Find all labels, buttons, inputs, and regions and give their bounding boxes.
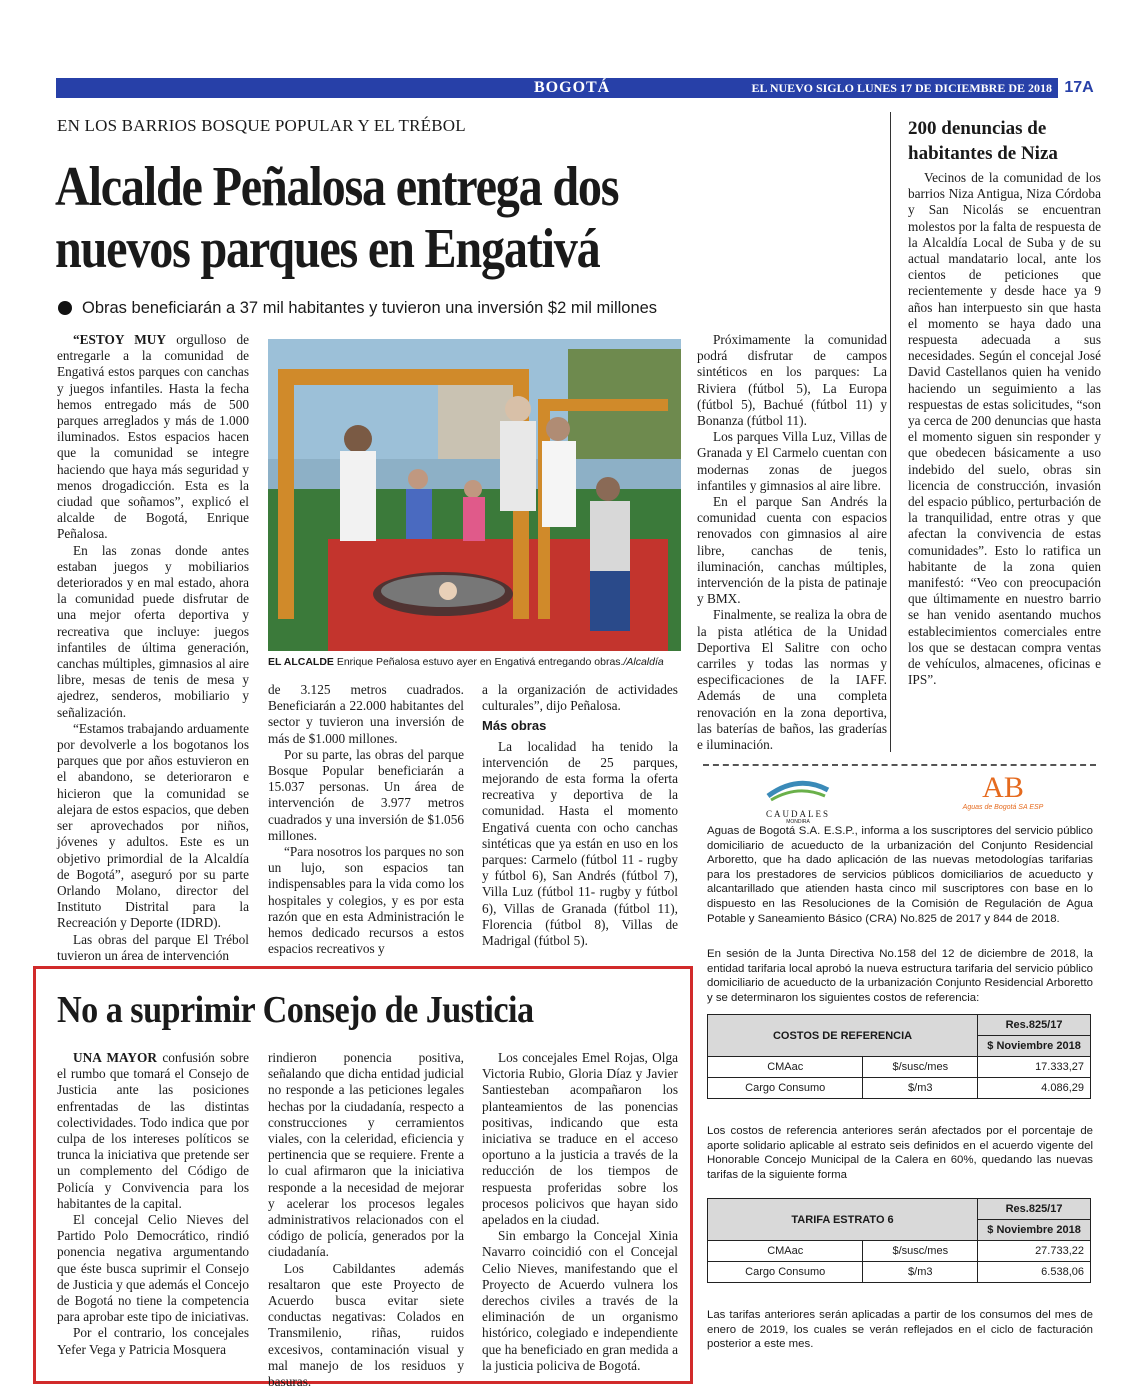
paragraph: orgulloso de entregarle a la comunidad de Engativá estos parques con canchas y juegos infantiles. Hasta la fecha hemos entregado más de 500 parques arreglados y más de 1.000 iluminados. Estos espacios hacen que la comunidad se integre haciendo que haya más seguridad y menos drogadicción. Esta es la ciudad que soñamos”, explicó el alcalde de Bogotá, Enrique Peñalosa. (57, 332, 249, 542)
table-period: $ Noviembre 2018 (978, 1220, 1091, 1241)
paragraph: a la organización de actividades culturales”, dijo Peñalosa. (482, 682, 678, 714)
second-headline: No a suprimir Consejo de Justicia (57, 989, 534, 1031)
paragraph: Vecinos de la comunidad de los barrios Niza Antigua, Niza Córdoba y San Nicolás se encuentran molestos por la falta de respuesta de la Alcaldía Local de Suba y de su actual mandatario local, ante los cientos de peticiones que recientemente y desde hace ya 9 años han interpuesto sin que hasta el momento se haya dado una respuesta adecuada a sus necesidades. Según el concejal José David Castellanos quien ha venido haciendo un seguimiento a las respuestas de estas solicitudes, “son ya cerca de 200 denuncias que hasta el momento siguen sin responder y que obedecen básicamente a uso indebido del suelo, obras sin licencia de construcción, invasión del espacio público, perturbación de la tranquilidad, entre otras y que afectan la convivencia de estas comunidades”. Esto lo ratifica un habitante de la zona quien manifestó: “Veo con preocupación que últimamente en nuestro barrio se han venido asentando muchos establecimientos comerciales entre los que se destacan compra ventas de vehículos, almacenes, oficinas e IPS”. (908, 170, 1101, 688)
table-row: Cargo Consumo $/m3 6.538,06 (708, 1262, 1091, 1283)
section-name: BOGOTÁ (534, 79, 611, 96)
lead-in: UNA MAYOR (73, 1050, 157, 1065)
column-divider (890, 112, 891, 752)
second-column-2 (268, 1050, 464, 1390)
ad-paragraph-1: Aguas de Bogotá S.A. E.S.P., informa a los suscriptores del servicio público domiciliario de acueducto de la urbanización del Conjunto Residencial Arboretto, que ha dado aplicación de las nuevas metodologías tarifarias para los prestadores de servicios públicos domiciliarios de acueducto y alcantarillado que atienden hasta cinco mil suscriptores con base en lo dispuesto en las Resoluciones de la Comisión de Regulación de Agua Potable y Saneamiento Básico (CRA) No.825 de 2017 y 844 de 2018. (707, 825, 1093, 925)
article-subhead (58, 299, 657, 318)
paragraph: confusión sobre el rumbo que tomará el Consejo de Justicia ante las posiciones enfrentadas de las distintas colectividades. Todo indica que por culpa de los intereses políticos se trunca la iniciativa que pretende ser un complemento del Código de Policía y Convivencia para los habitantes de la capital. (57, 1050, 249, 1211)
caudales-logo: CAUDALES MONDIRA (743, 776, 853, 825)
ad-paragraph-4: Las tarifas anteriores serán aplicadas a partir de los consumos del mes de enero de 2019, los cuales se verán reflejados en el ciclo de facturación posterior a este mes. (707, 1309, 1093, 1351)
table-row: Cargo Consumo $/m3 4.086,29 (708, 1078, 1091, 1099)
subsection-title: Más obras (482, 718, 547, 734)
second-column-1 (57, 1050, 249, 1358)
caption-lead: EL ALCALDE (268, 656, 334, 668)
subhead-text: Obras beneficiarán a 37 mil habitantes y tuvieron una inversión $2 mil millones (82, 299, 658, 317)
paragraph: rindieron ponencia positiva, señalando que dicha entidad judicial no responde a las peticiones legales hechas por la ciudadanía, respecto a construcciones y cerramientos viales, con la celeridad, eficiencia y pertinencia que se requiere. Frente a lo cual afirmaron que la iniciativa responde a la necesidad de mejorar y acelerar los procesos legales administrativos relacionados con el código de policía, generados por la ciudadanía. (268, 1050, 464, 1260)
article-column-1 (57, 332, 249, 964)
caption-credit: /Alcaldía (623, 656, 664, 668)
paragraph: Los Cabildantes además resaltaron que este Proyecto de Acuerdo busca evitar siete conductas negativas: Colados en Transmilenio, riñas, ruidos excesivos, contaminación visual y mal manejo de los residuos y basuras. (268, 1260, 464, 1390)
paragraph: Las obras del parque El Trébol tuvieron un área de intervención (57, 931, 249, 963)
paragraph: Por el contrario, los concejales Yefer Vega y Patricia Mosquera (57, 1325, 249, 1357)
ad-paragraph-2: En sesión de la Junta Directiva No.158 del 12 de diciembre de 2018, la entidad tarifaria local aprobó la nueva estructura tarifaria del servicio público domiciliario de acueducto de la urbanización Conjunto Residencial Arboretto y se determinaron los siguientes costos de referencia: (707, 948, 1093, 1004)
paragraph: El concejal Celio Nieves del Partido Polo Democrático, rindió ponencia negativa argumentando que éste busca suprimir el Consejo de Justicia y que además el Concejo de Bogotá no tiene la competencia para aprobar este tipo de iniciativas. (57, 1212, 250, 1325)
paragraph: Los concejales Emel Rojas, Olga Victoria Rubio, Gloria Díaz y Javier Santiesteban acompañaron los planteamientos de las ponencias positivas, indicando que esta iniciativa se traduce en el acceso oportuno a la justicia a través de la reducción de los tiempos de respuesta proferidas sobre los procesos policivos que hayan sido apelados en la ciudad. (482, 1050, 678, 1228)
article-column-4 (697, 332, 887, 753)
sidebar-body (908, 170, 1101, 689)
legal-notice-ad (703, 764, 1096, 1364)
paragraph: La localidad ha tenido la intervención de 25 parques, mejorando de esta forma la oferta recreativa y deportiva de la comunidad. Hasta el momento Engativá cuenta con ocho canchas sintéticas que ya están en uso en los parques: Carmelo (fútbol 11 - rugby y fútbol 6), San Andrés (fútbol 7), Villa Luz (fútbol 11- rugby y fútbol 6), Villas de Granada (fútbol 11), Florencia (fútbol 8), Villas de Madrigal (fútbol 5). (482, 738, 678, 949)
table-row: CMAac $/susc/mes 27.733,22 (708, 1241, 1091, 1262)
paragraph: Por su parte, las obras del parque Bosque Popular beneficiarán a 15.037 personas. Un área de intervención de 3.977 metros cuadrados y una inversión de $1.056 millones. (268, 746, 464, 843)
table-title: TARIFA ESTRATO 6 (708, 1199, 978, 1241)
paragraph: Próximamente la comunidad podrá disfrutar de campos sintéticos en los parques: La Riviera (fútbol 5), La Europa (fútbol 5), Bachué (fútbol 11) y Bonanza (fútbol 11). (697, 332, 887, 429)
second-column-3 (482, 1050, 678, 1374)
caption-text: Enrique Peñalosa estuvo ayer en Engativá entregando obras. (333, 656, 624, 668)
article-kicker: EN LOS BARRIOS BOSQUE POPULAR Y EL TRÉBOL (57, 116, 466, 135)
dateline: EL NUEVO SIGLO LUNES 17 DE DICIEMBRE DE 2018 (751, 81, 1052, 95)
paragraph: “Para nosotros los parques no son un lujo, son espacios tan indispensables para la vida como los hospitales y colegios, y es por esta razón que en esta Administración le hemos dedicado recursos a estos espacios recreativos y (268, 844, 464, 957)
table-resolution: Res.825/17 (978, 1199, 1091, 1220)
bullet-icon (58, 301, 72, 315)
lead-in: “ESTOY MUY (73, 332, 166, 347)
photo-caption (268, 656, 681, 668)
article-column-2 (268, 682, 464, 957)
reference-costs-table (707, 1014, 1091, 1099)
paragraph: En las zonas donde antes estaban juegos y mobiliarios deteriorados y en mal estado, ahora la comunidad puede disfrutar de una mejor oferta deportiva y recreativa que incluye: juegos infantiles de última generación, canchas múltiples, gimnasios al aire libre, mesas de tenis de mesa y ajedrez, senderos, mobiliario y señalización. (57, 542, 249, 720)
table-resolution: Res.825/17 (978, 1015, 1091, 1036)
ad-paragraph-3: Los costos de referencia anteriores serán afectados por el porcentaje de aporte solidario aplicable al estrato seis definidos en el acuerdo vigente del Honorable Concejo Municipal de la Calera en 60%, quedando las nuevas tarifas de la siguiente forma (707, 1125, 1093, 1181)
paragraph: Finalmente, se realiza la obra de la pista atlética de la Unidad Deportiva El Salitre con ocho carriles y todas las normas y especificaciones de la IAFF. Además de una completa renovación en la zona deportiva, las baterías de baños, las graderías e iluminación. (697, 607, 887, 753)
table-period: $ Noviembre 2018 (978, 1036, 1091, 1057)
article-column-3 (482, 682, 678, 949)
paragraph: Sin embargo la Concejal Xinia Navarro coincidió con el Concejal Celio Nieves, manifestando que el Proyecto de Acuerdo vulnera los derechos civiles a través de la eliminación de un organismo histórico, colegiado e independiente que ha beneficiado en gran medida a la justicia policiva de Bogotá. (482, 1228, 678, 1373)
tariff-table (707, 1198, 1091, 1283)
table-row: CMAac $/susc/mes 17.333,27 (708, 1057, 1091, 1078)
section-header-bar (56, 78, 1100, 98)
paragraph: “Estamos trabajando arduamente por devolverle a los bogotanos los parques que por años estuvieron en el abandono, se deterioraron e hicieron que la comunidad se alejara de estos espacios, que deben ser aprovechados por niños, jóvenes y adultos. Este es un objetivo primordial de la Alcaldía de Bogotá”, aseguró por su parte Orlando Molano, director del Instituto Distrital para la Recreación y Deporte (IDRD). (57, 720, 249, 931)
page-number: 17A (1058, 78, 1100, 98)
article-photo (268, 339, 681, 651)
paragraph: de 3.125 metros cuadrados. Beneficiarán a 22.000 habitantes del sector y tuvieron una inversión de más de $1.000 millones. (268, 682, 464, 746)
article-headline: Alcalde Peñalosa entrega dos nuevos parques en Engativá (55, 156, 619, 280)
aguas-de-bogota-logo: AB Aguas de Bogotá SA ESP (962, 771, 1044, 811)
table-title: COSTOS DE REFERENCIA (708, 1015, 978, 1057)
sidebar-headline: 200 denuncias de habitantes de Niza (908, 118, 1058, 164)
paragraph: En el parque San Andrés la comunidad cuenta con espacios renovados con gimnasios al aire libre, canchas de tenis, iluminación, canchas múltiples, intervención de la pista de patinaje y BMX. (697, 494, 887, 607)
paragraph: Los parques Villa Luz, Villas de Granada y El Carmelo cuentan con modernas zonas de juegos infantiles y gimnasios al aire libre. (697, 429, 887, 493)
